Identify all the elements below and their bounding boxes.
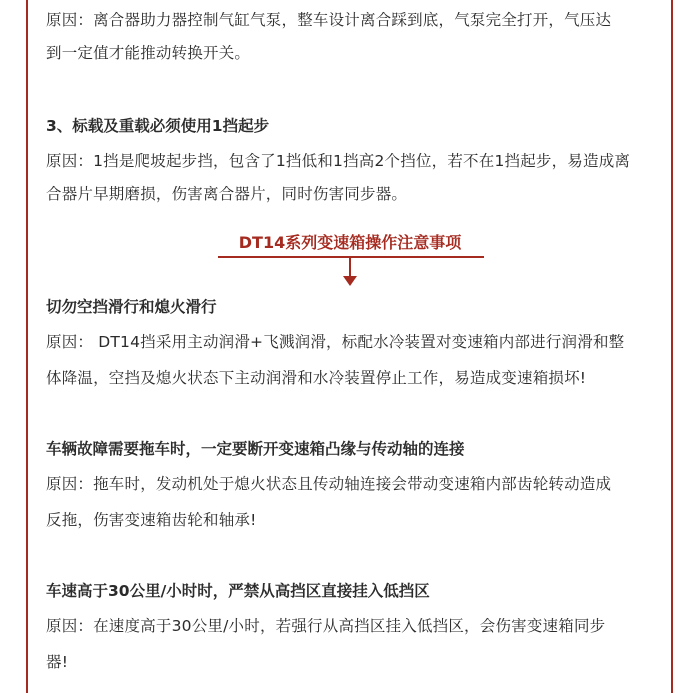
item-3-text-line-1: 原因：1挡是爬坡起步挡，包含了1挡低和1挡高2个挡位，若不在1挡起步，易造成离	[46, 152, 631, 170]
section-title	[0, 232, 700, 254]
intro-text-line-2: 到一定值才能推动转换开关。	[46, 44, 251, 62]
section-3-heading: 车速高于30公里/小时时，严禁从高挡区直接挂入低挡区	[46, 582, 430, 600]
section-title-underline	[218, 256, 484, 258]
section-title-prefix: DT14	[238, 233, 286, 252]
down-arrow-icon	[349, 258, 351, 278]
section-1-heading: 切勿空挡滑行和熄火滑行	[46, 298, 217, 316]
intro-text-line-1: 原因：离合器助力器控制气缸气泵，整车设计离合踩到底，气泵完全打开，气压达	[46, 11, 612, 29]
section-1-text-line-2: 体降温，空挡及熄火状态下主动润滑和水冷装置停止工作，易造成变速箱损坏!	[46, 369, 587, 387]
item-3-heading: 3、标载及重载必须使用1挡起步	[46, 117, 270, 135]
down-arrow-head-icon	[343, 276, 357, 286]
section-3-text-line-1: 原因：在速度高于30公里/小时，若强行从高挡区挂入低挡区，会伤害变速箱同步	[46, 617, 606, 635]
section-2-text-line-1: 原因：拖车时，发动机处于熄火状态且传动轴连接会带动变速箱内部齿轮转动造成	[46, 475, 612, 493]
section-3-text-line-2: 器!	[46, 653, 69, 671]
section-2-text-line-2: 反拖，伤害变速箱齿轮和轴承!	[46, 511, 257, 529]
item-3-text-line-2: 合器片早期磨损，伤害离合器片，同时伤害同步器。	[46, 185, 408, 203]
section-2-heading: 车辆故障需要拖车时，一定要断开变速箱凸缘与传动轴的连接	[46, 440, 465, 458]
section-1-text-line-1: 原因： DT14挡采用主动润滑+飞溅润滑，标配水冷装置对变速箱内部进行润滑和整	[46, 333, 625, 351]
section-title-text: 系列变速箱操作注意事项	[285, 233, 462, 252]
